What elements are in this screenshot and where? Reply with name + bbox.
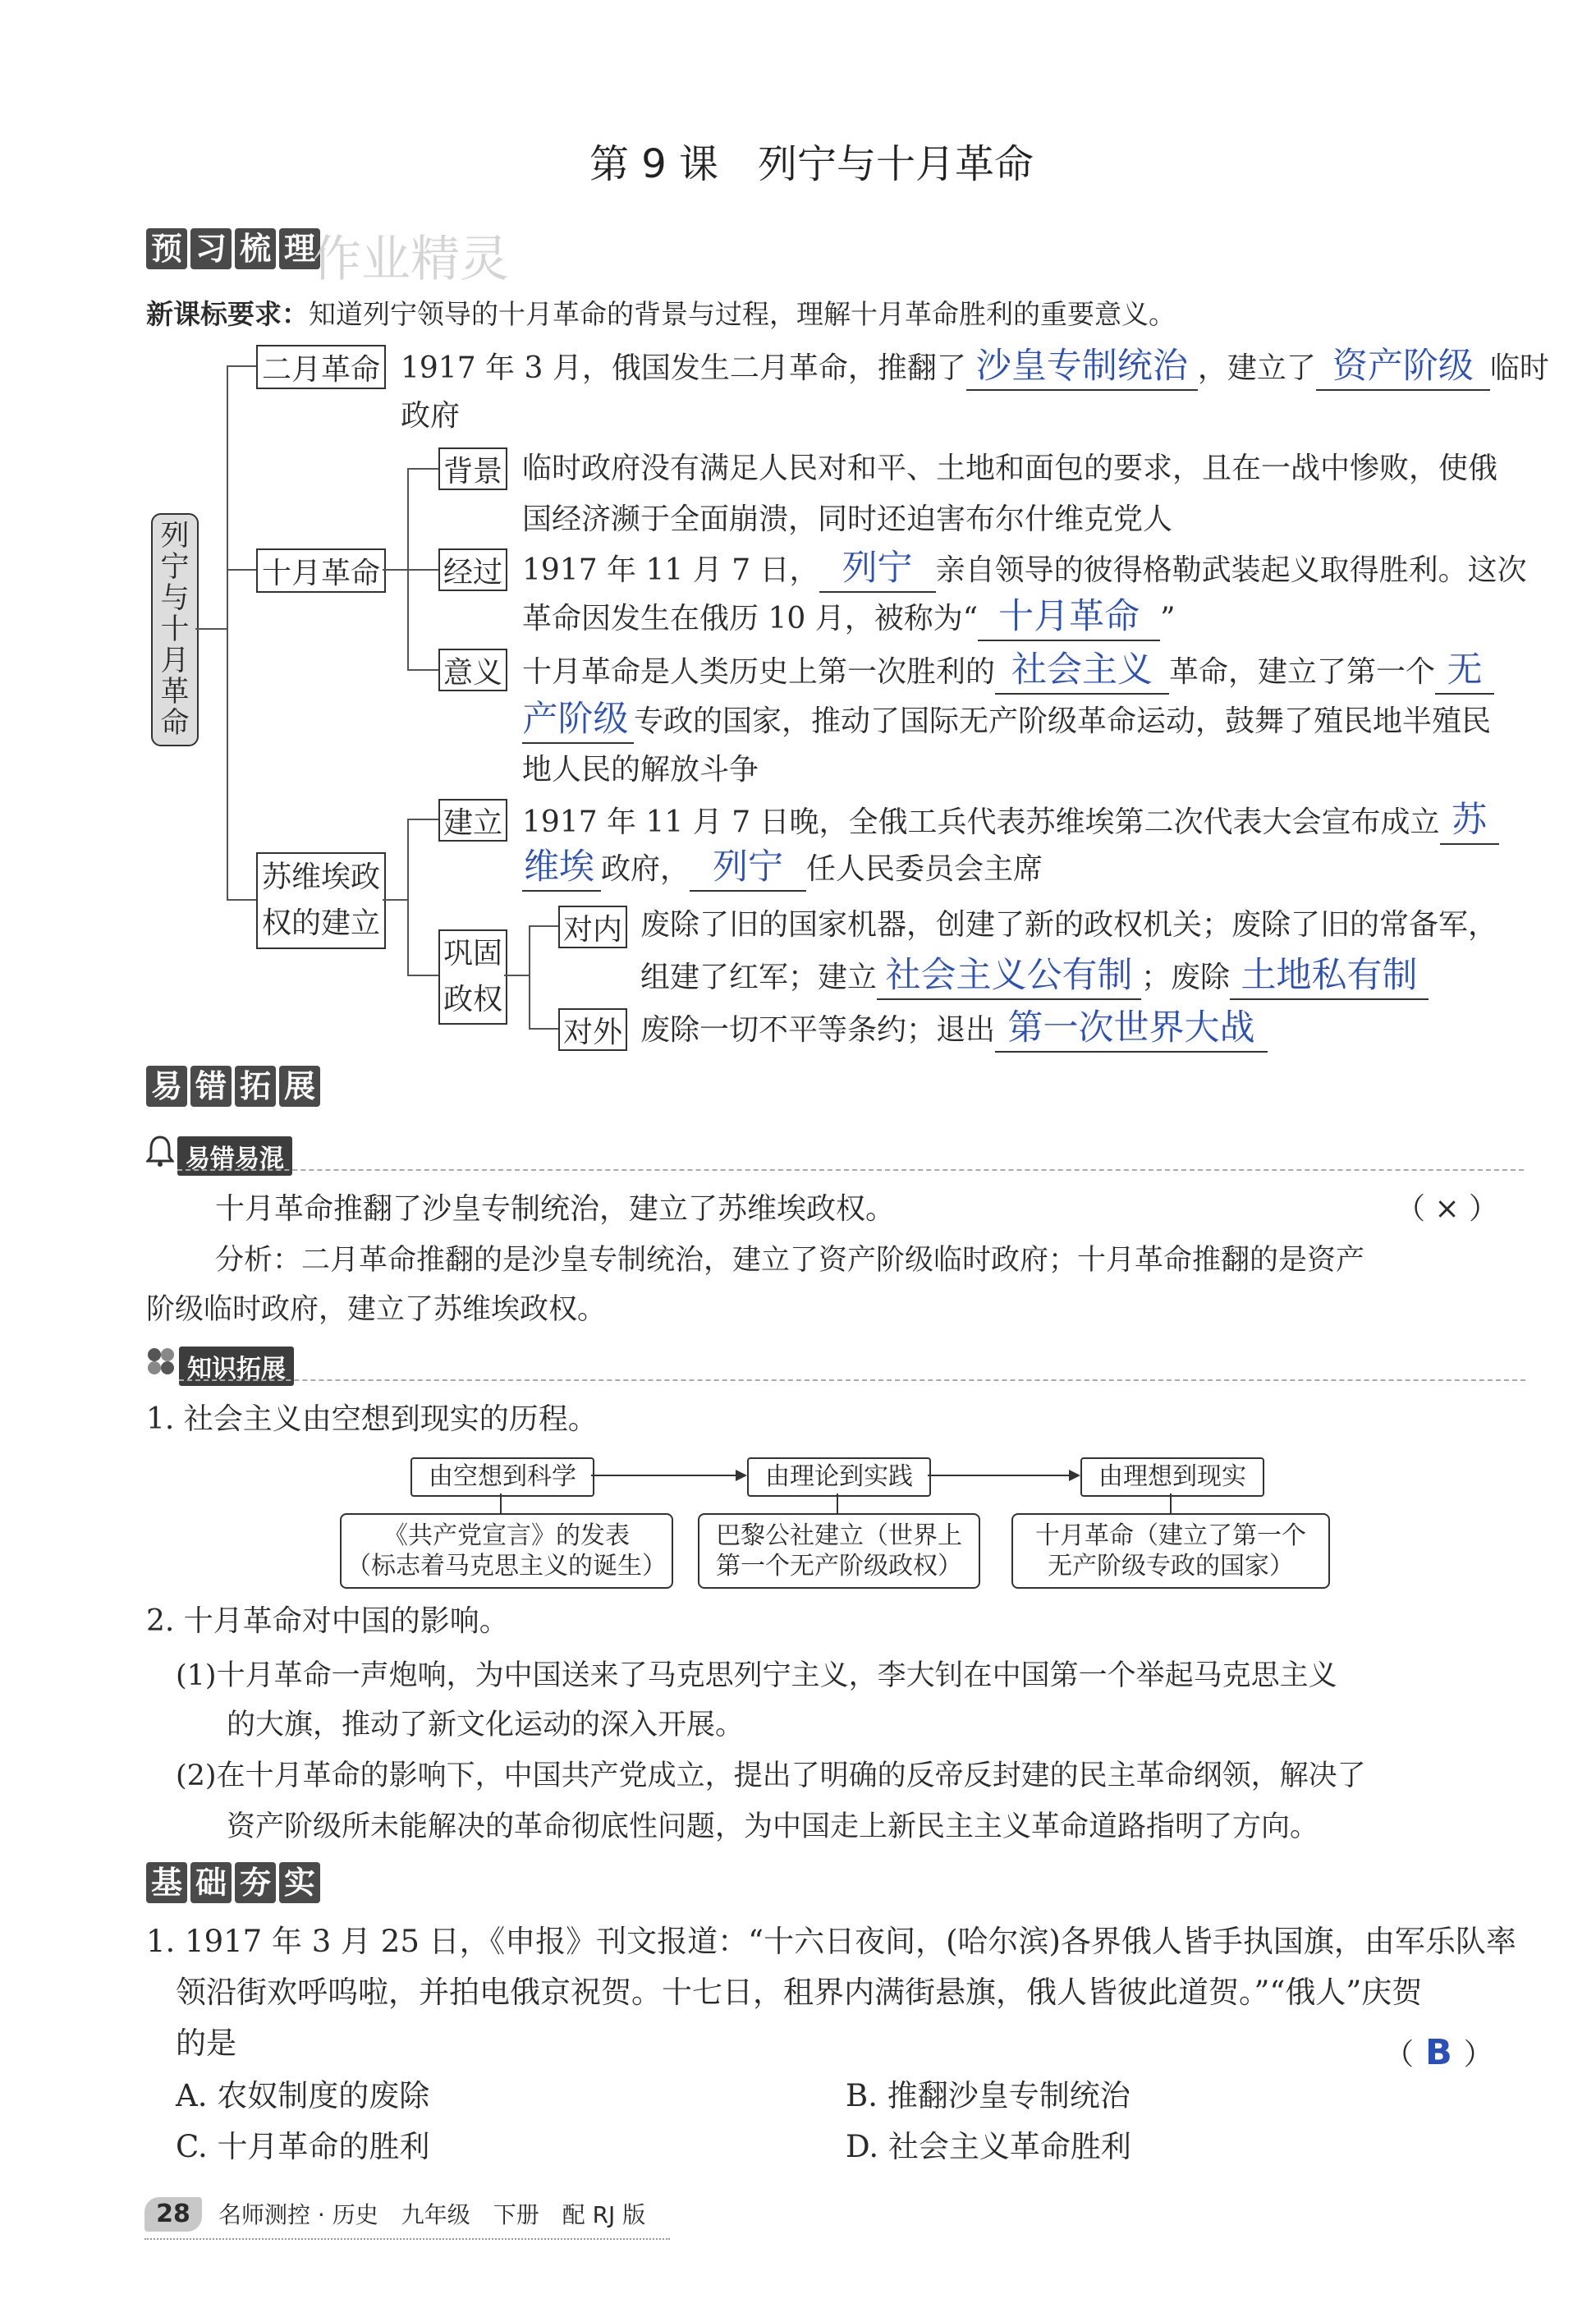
standard-label: 新课标要求： (146, 298, 309, 330)
node-feb-revolution: 二月革命 (256, 345, 386, 389)
question-1-line-2: 领沿街欢呼呜啦，并拍电俄京祝贺。十七日，租界内满街悬旗，俄人皆彼此道贺。”“俄人”庆贺 (176, 1975, 1423, 2010)
significance-line-3: 地人民的解放斗争 (522, 753, 759, 787)
question-1-answer-paren: （ B ） (1384, 2032, 1493, 2073)
feb-line-2: 政府 (401, 399, 461, 433)
heading-char: 基 (146, 1862, 187, 1903)
section-heading-basics (146, 1862, 320, 1903)
significance-line-1: 十月革命是人类历史上第一次胜利的 社会主义 革命，建立了第一个 无 (522, 649, 1494, 695)
answer-bourgeois: 资产阶级 (1316, 345, 1490, 391)
node-foreign: 对外 (558, 1008, 627, 1051)
answer-soviet-b: 维埃 (522, 846, 601, 892)
node-domestic: 对内 (558, 906, 627, 948)
node-oct-revolution: 十月革命 (256, 548, 386, 593)
answer-lenin: 列宁 (819, 547, 936, 593)
domestic-line-2: 组建了红军；建立 社会主义公有制 ；废除 土地私有制 (640, 954, 1429, 1000)
process-line-1: 1917 年 11 月 7 日， 列宁 亲自领导的彼得格勒武装起义取得胜利。这次 (522, 547, 1527, 593)
root-char: 月 (160, 645, 190, 677)
flow-stage-1: 由空想到科学 (410, 1457, 594, 1497)
question-1-line-1: 1. 1917 年 3 月 25 日，《申报》刊文报道：“十六日夜间，(哈尔滨)各界俄人皆手执国旗，由军乐队率 (146, 1924, 1516, 1959)
heading-char: 理 (279, 228, 320, 269)
answer-socialist: 社会主义 (995, 649, 1169, 695)
heading-char: 实 (279, 1862, 320, 1903)
heading-char: 习 (190, 228, 232, 269)
flow-stage-2: 由理论到实践 (747, 1457, 931, 1497)
foreign-line: 废除一切不平等条约；退出 第一次世界大战 (640, 1007, 1268, 1053)
answer-ww1: 第一次世界大战 (995, 1007, 1268, 1053)
answer-proletariat-a: 无 (1435, 649, 1494, 695)
heading-char: 预 (146, 228, 187, 269)
heading-char: 易 (146, 1066, 187, 1107)
flow-detail-3: 十月革命（建立了第一个 无产阶级专政的国家） (1011, 1513, 1330, 1589)
option-c[interactable]: C. 十月革命的胜利 (176, 2129, 430, 2164)
background-line-1: 临时政府没有满足人民对和平、土地和面包的要求，且在一战中惨败，使俄 (522, 452, 1498, 485)
answer-october-revolution: 十月革命 (978, 595, 1160, 641)
node-significance: 意义 (438, 649, 507, 691)
knowledge-item-2: 2. 十月革命对中国的影响。 (146, 1604, 509, 1638)
footer-text: 名师测控 · 历史 九年级 下册 配 RJ 版 (218, 2201, 646, 2228)
option-b[interactable]: B. 推翻沙皇专制统治 (846, 2078, 1130, 2113)
answer-tsarist-rule: 沙皇专制统治 (966, 345, 1198, 391)
impact-1-line-2: 的大旗，推动了新文化运动的深入开展。 (227, 1709, 745, 1741)
heading-char: 梳 (235, 228, 276, 269)
question-1-line-3: 的是 (176, 2026, 236, 2061)
impact-2-line-2: 资产阶级所未能解决的革命彻底性问题，为中国走上新民主主义革命道路指明了方向。 (227, 1810, 1319, 1843)
page-title: 第 9 课 列宁与十月革命 (589, 141, 1034, 187)
node-background: 背景 (438, 447, 507, 490)
node-consolidate: 巩固 政权 (438, 929, 507, 1025)
impact-2-line-1: (2)在十月革命的影响下，中国共产党成立，提出了明确的反帝反封建的民主革命纲领，解决了 (176, 1760, 1366, 1792)
footer-divider (144, 2238, 670, 2240)
heading-char: 础 (190, 1862, 232, 1903)
flow-detail-1: 《共产党宣言》的发表 （标志着马克思主义的诞生） (340, 1513, 673, 1589)
root-char: 与 (160, 582, 190, 615)
heading-char: 拓 (235, 1066, 276, 1107)
answer-public-ownership: 社会主义公有制 (877, 954, 1141, 1000)
significance-line-2: 产阶级 专政的国家，推动了国际无产阶级革命运动，鼓舞了殖民地半殖民 (522, 698, 1491, 744)
analysis-line-2: 阶级临时政府，建立了苏维埃政权。 (146, 1293, 607, 1326)
error-mark: （ × ） (1396, 1192, 1499, 1226)
background-line-2: 国经济濒于全面崩溃，同时还迫害布尔什维克党人 (522, 502, 1173, 536)
root-char: 十 (160, 613, 190, 646)
node-process: 经过 (438, 548, 507, 591)
domestic-line-1: 废除了旧的国家机器，创建了新的政权机关；废除了旧的常备军， (640, 908, 1498, 942)
answer-soviet-a: 苏 (1440, 799, 1499, 845)
heading-char: 错 (190, 1066, 232, 1107)
answer-proletariat-b: 产阶级 (522, 698, 634, 744)
option-a[interactable]: A. 农奴制度的废除 (176, 2078, 430, 2113)
root-char: 宁 (160, 551, 190, 584)
error-statement: 十月革命推翻了沙皇专制统治，建立了苏维埃政权。 (215, 1192, 896, 1226)
process-line-2: 革命因发生在俄历 10 月，被称为“ 十月革命 ” (522, 595, 1176, 641)
root-char: 革 (160, 676, 190, 709)
root-char: 列 (160, 520, 190, 553)
node-establish: 建立 (438, 799, 507, 842)
knowledge-item-1: 1. 社会主义由空想到现实的历程。 (146, 1402, 598, 1436)
heading-char: 展 (279, 1066, 320, 1107)
flow-detail-2: 巴黎公社建立（世界上 第一个无产阶级政权） (698, 1513, 980, 1589)
standard-text: 知道列宁领导的十月革命的背景与过程，理解十月革命胜利的重要意义。 (309, 298, 1176, 330)
answer-private-land: 土地私有制 (1230, 954, 1429, 1000)
heading-char: 夯 (235, 1862, 276, 1903)
feb-line-1: 1917 年 3 月，俄国发生二月革命，推翻了 沙皇专制统治 ，建立了 资产阶级 临时 (401, 345, 1549, 391)
node-soviet-establishment: 苏维埃政 权的建立 (256, 852, 386, 949)
subheading-errors: 易错易混 (177, 1136, 292, 1176)
establish-line-2: 维埃 政府， 列宁 任人民委员会主席 (522, 846, 1043, 892)
analysis-line-1: 分析：二月革命推翻的是沙皇专制统治，建立了资产阶级临时政府；十月革命推翻的是资产 (215, 1244, 1365, 1277)
establish-line-1: 1917 年 11 月 7 日晚，全俄工兵代表苏维埃第二次代表大会宣布成立 苏 (522, 799, 1499, 845)
watermark: 作业精灵 (312, 231, 509, 288)
answer-lenin-2: 列宁 (690, 846, 806, 892)
option-d[interactable]: D. 社会主义革命胜利 (846, 2129, 1131, 2164)
page-number: 28 (144, 2197, 202, 2232)
subheading-knowledge: 知识拓展 (179, 1347, 294, 1386)
flow-stage-3: 由理想到现实 (1080, 1457, 1264, 1497)
root-char: 命 (160, 707, 190, 740)
impact-1-line-1: (1)十月革命一声炮响，为中国送来了马克思列宁主义，李大钊在中国第一个举起马克思主义 (176, 1659, 1337, 1692)
question-1-answer: B (1425, 2032, 1452, 2073)
